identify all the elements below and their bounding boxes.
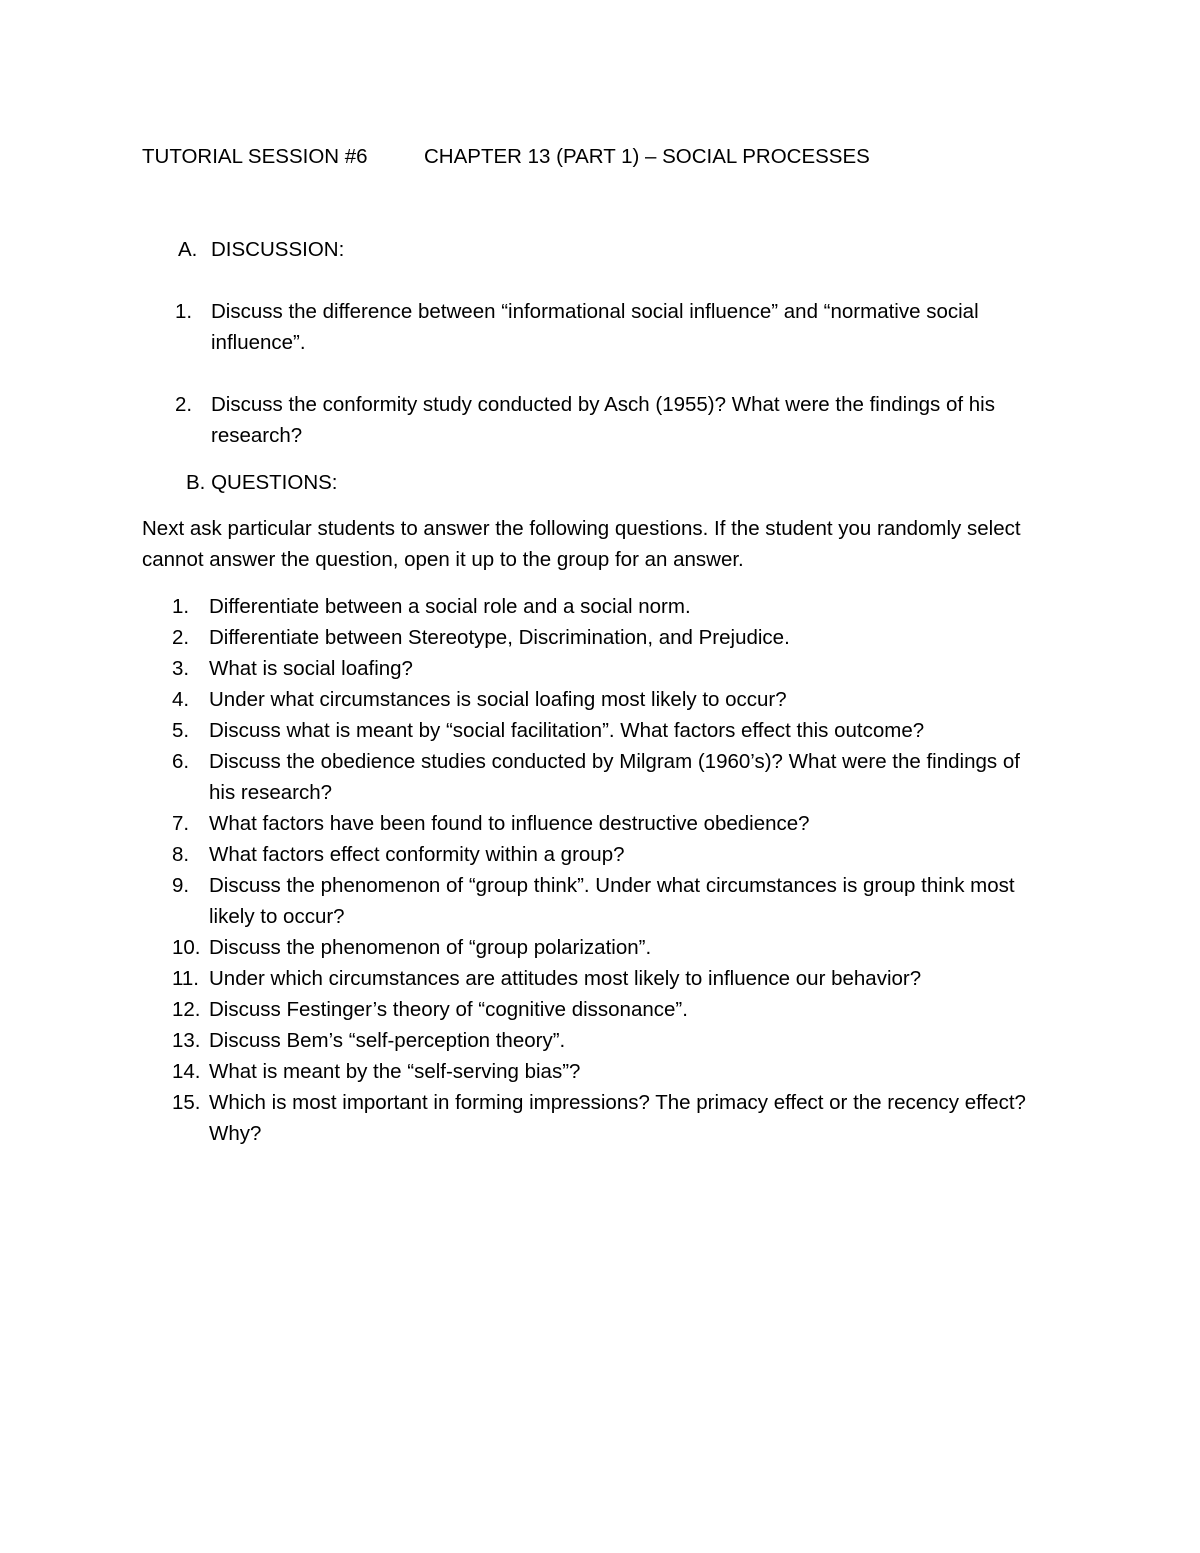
question-number: 8. [172, 843, 190, 866]
question-number: 15. [172, 1091, 201, 1114]
question-item [172, 684, 1039, 715]
question-item [172, 746, 1039, 808]
questions-list [172, 591, 1072, 1149]
document-header [142, 141, 1092, 172]
question-item [172, 839, 1039, 870]
question-text: What is meant by the “self-serving bias”? [209, 1060, 581, 1083]
question-item [172, 808, 1039, 839]
discussion-item-text: Discuss the difference between “informational social influence” and “normative social influence”. [211, 300, 979, 354]
question-number: 1. [172, 595, 190, 618]
section-a-marker: A. [178, 238, 198, 261]
question-number: 7. [172, 812, 190, 835]
chapter-title: CHAPTER 13 (PART 1) – SOCIAL PROCESSES [424, 145, 870, 168]
question-item [172, 622, 1039, 653]
section-a-label: DISCUSSION: [211, 238, 345, 261]
discussion-item-number: 1. [175, 300, 193, 323]
question-item [172, 1025, 1039, 1056]
question-text: Under which circumstances are attitudes most likely to influence our behavior? [209, 967, 922, 990]
question-text: Differentiate between a social role and a social norm. [209, 595, 691, 618]
question-text: Discuss the phenomenon of “group polarization”. [209, 936, 652, 959]
question-text: Discuss what is meant by “social facilitation”. What factors effect this outcome? [209, 719, 925, 742]
question-number: 12. [172, 998, 201, 1021]
question-text: Which is most important in forming impressions? The primacy effect or the recency effect? Why? [209, 1091, 1026, 1145]
discussion-item-text: Discuss the conformity study conducted by Asch (1955)? What were the findings of his research? [211, 393, 995, 447]
question-text: Differentiate between Stereotype, Discrimination, and Prejudice. [209, 626, 790, 649]
question-text: Under what circumstances is social loafing most likely to occur? [209, 688, 787, 711]
question-item [172, 715, 1039, 746]
question-item [172, 591, 1039, 622]
discussion-item [175, 389, 1041, 451]
question-item [172, 963, 1039, 994]
question-item [172, 1056, 1039, 1087]
question-number: 3. [172, 657, 190, 680]
question-item [172, 653, 1039, 684]
discussion-item-number: 2. [175, 393, 193, 416]
discussion-item [175, 296, 1041, 358]
question-item [172, 1087, 1039, 1149]
question-text: Discuss the phenomenon of “group think”. Under what circumstances is group think most likely to occur? [209, 874, 1015, 928]
question-item [172, 932, 1039, 963]
question-number: 11. [172, 967, 199, 990]
question-number: 13. [172, 1029, 201, 1052]
question-number: 4. [172, 688, 190, 711]
question-number: 10. [172, 936, 201, 959]
question-number: 9. [172, 874, 190, 897]
question-item [172, 870, 1039, 932]
question-text: What factors effect conformity within a group? [209, 843, 625, 866]
section-b-heading: B. QUESTIONS: [186, 471, 338, 494]
question-item [172, 994, 1039, 1025]
question-text: Discuss the obedience studies conducted by Milgram (1960’s)? What were the findings of his research? [209, 750, 1020, 804]
question-number: 2. [172, 626, 190, 649]
discussion-list [175, 296, 1075, 451]
questions-intro: Next ask particular students to answer the following questions. If the student you randomly select cannot answer the question, open it up to the group for an answer. [142, 517, 1021, 571]
question-text: What is social loafing? [209, 657, 413, 680]
question-number: 6. [172, 750, 190, 773]
question-number: 5. [172, 719, 190, 742]
question-text: Discuss Festinger’s theory of “cognitive dissonance”. [209, 998, 688, 1021]
question-text: What factors have been found to influence destructive obedience? [209, 812, 810, 835]
question-text: Discuss Bem’s “self-perception theory”. [209, 1029, 566, 1052]
session-title: TUTORIAL SESSION #6 [142, 145, 368, 168]
question-number: 14. [172, 1060, 201, 1083]
